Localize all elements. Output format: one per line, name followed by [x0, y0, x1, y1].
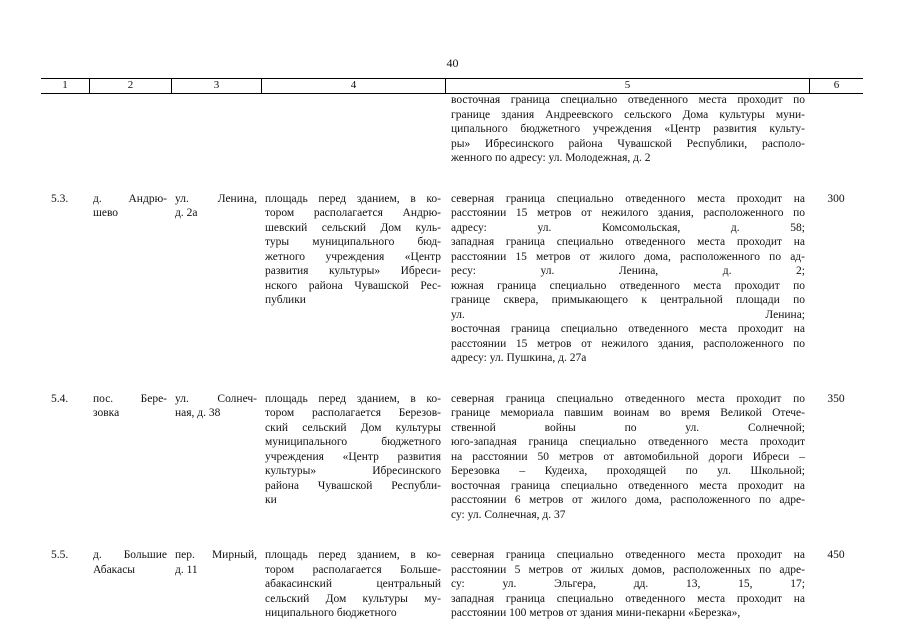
locality-cell [89, 548, 171, 621]
description-line: Березовка – Кудеиха, проходящей по ул. Школьной; [451, 465, 805, 477]
boundary-description-cell [445, 192, 809, 366]
description-line: южная граница специально отведенного места проходит по [451, 279, 805, 292]
boundary-description-cell [445, 548, 809, 621]
table-row [41, 93, 863, 166]
description-line: северная граница специально отведенного места проходит на [451, 192, 805, 205]
locality-line: шево [93, 207, 119, 219]
place-line: тором располагается Андрю- [265, 207, 441, 219]
address-cell [171, 192, 261, 366]
description-line: расстоянии 15 метров от нежилого здания, расположенного по [451, 207, 805, 219]
address-cell [171, 93, 261, 166]
description-line: ственной войны по ул. Солнечной; [451, 421, 805, 434]
boundary-description-cell [445, 93, 809, 166]
place-line: площадь перед зданием, в ко- [265, 192, 441, 205]
description-line: границе сквера, примыкающего к центральной площади по [451, 294, 805, 306]
description-line: восточная граница специально отведенного места проходит по [451, 94, 805, 106]
description-line: расстоянии 15 метров от жилого дома, расположенного по ад- [451, 250, 805, 263]
place-line: площадь перед зданием, в ко- [265, 549, 441, 561]
description-line: ул. Ленина; [451, 308, 805, 321]
area-value: 350 [827, 392, 845, 405]
locality-line: зовка [93, 407, 120, 419]
description-line: восточная граница специально отведенного места проходит на [451, 323, 805, 335]
place-cell [261, 192, 445, 366]
locality-cell [89, 392, 171, 523]
place-line: ниципального бюджетного [265, 607, 397, 619]
row-number: 5.5. [51, 549, 69, 561]
row-number: 5.4. [51, 392, 69, 405]
description-line: расстоянии 5 метров от жилых домов, расположенных по адре- [451, 563, 805, 576]
place-line: района Чувашской Республи- [265, 479, 441, 492]
place-line: муниципального бюджетного [265, 436, 441, 448]
description-line: западная граница специально отведенного места проходит на [451, 592, 805, 605]
boundary-description-cell [445, 392, 809, 523]
locality-line: д. Андрю- [93, 192, 167, 205]
description-line: расстоянии 15 метров от нежилого здания, расположенного по [451, 337, 805, 350]
address-line: д. 11 [175, 563, 198, 576]
area-value [809, 93, 863, 166]
table-header-row [41, 78, 863, 94]
locality-cell [89, 93, 171, 166]
description-line: адресу: ул. Комсомольская, д. 58; [451, 221, 805, 234]
locality-line: пос. Бере- [93, 392, 167, 405]
place-line: тором располагается Больше- [265, 563, 441, 576]
address-line: ул. Солнеч- [175, 392, 257, 405]
row-number: 5.3. [51, 192, 69, 205]
table-row [41, 548, 863, 621]
description-line: северная граница специально отведенного места проходит на [451, 549, 805, 561]
address-line: д. 2а [175, 207, 198, 219]
description-line: восточная граница специально отведенного места проходит на [451, 479, 805, 492]
description-line: ресу: ул. Ленина, д. 2; [451, 265, 805, 277]
place-line: публики [265, 294, 306, 306]
address-line: пер. Мирный, [175, 549, 257, 561]
place-line: нского района Чувашской Рес- [265, 279, 441, 292]
place-cell [261, 548, 445, 621]
place-cell [261, 93, 445, 166]
address-line: ная, д. 38 [175, 407, 221, 419]
description-line: ры» Ибресинского района Чувашской Республики, располо- [451, 137, 805, 150]
description-line: границе здания Андреевского сельского Дома культуры муни- [451, 108, 805, 121]
locality-line: д. Большие [93, 549, 167, 561]
description-line: су: ул. Солнечная, д. 37 [451, 508, 566, 521]
address-cell [171, 392, 261, 523]
column-header-4: 4 [261, 79, 445, 93]
description-line: су: ул. Эльгера, дд. 13, 15, 17; [451, 578, 805, 590]
place-line: сельский Дом культуры му- [265, 592, 441, 605]
locality-cell [89, 192, 171, 366]
table-row [41, 392, 863, 523]
place-line: тором располагается Березов- [265, 407, 441, 419]
description-line: расстоянии 6 метров от жилого дома, расположенного по адре- [451, 494, 805, 506]
column-header-3: 3 [171, 79, 261, 93]
place-line: ки [265, 494, 277, 506]
place-line: шевский сельский Дом куль- [265, 221, 441, 234]
column-header-1: 1 [62, 79, 68, 91]
column-header-2: 2 [89, 79, 171, 93]
description-line: западная граница специально отведенного места проходит на [451, 236, 805, 248]
description-line: расстоянии 100 метров от здания мини-пекарни «Березка», [451, 607, 741, 619]
row-number [41, 93, 89, 166]
address-line: ул. Ленина, [175, 192, 257, 205]
area-value: 300 [827, 192, 845, 205]
place-line: абакасинский центральный [265, 578, 441, 590]
description-line: границе мемориала павшим воинам во время Великой Отече- [451, 407, 805, 419]
column-header-5: 5 [445, 79, 809, 93]
description-line: северная граница специально отведенного места проходит по [451, 392, 805, 405]
column-header-6: 6 [809, 79, 863, 93]
address-cell [171, 548, 261, 621]
place-cell [261, 392, 445, 523]
table-row [41, 192, 863, 366]
description-line: ципального бюджетного учреждения «Центр развития культу- [451, 123, 805, 135]
place-line: туры муниципального бюд- [265, 236, 441, 248]
place-line: учреждения «Центр развития [265, 450, 441, 463]
place-line: площадь перед зданием, в ко- [265, 392, 441, 405]
place-line: культуры» Ибресинского [265, 465, 441, 477]
description-line: юго-западная граница специально отведенного места проходит [451, 436, 805, 448]
place-line: ский сельский Дом культуры [265, 421, 441, 434]
description-line: на расстоянии 50 метров от автомобильной дороги Ибреси – [451, 450, 805, 463]
table-body [41, 93, 863, 621]
description-line: адресу: ул. Пушкина, д. 27а [451, 352, 587, 364]
place-line: развития культуры» Ибреси- [265, 265, 441, 277]
locality-line: Абакасы [93, 563, 136, 576]
place-line: жетного учреждения «Центр [265, 250, 441, 263]
description-line: женного по адресу: ул. Молодежная, д. 2 [451, 152, 651, 164]
area-value: 450 [827, 549, 845, 561]
page-number: 40 [446, 56, 459, 70]
